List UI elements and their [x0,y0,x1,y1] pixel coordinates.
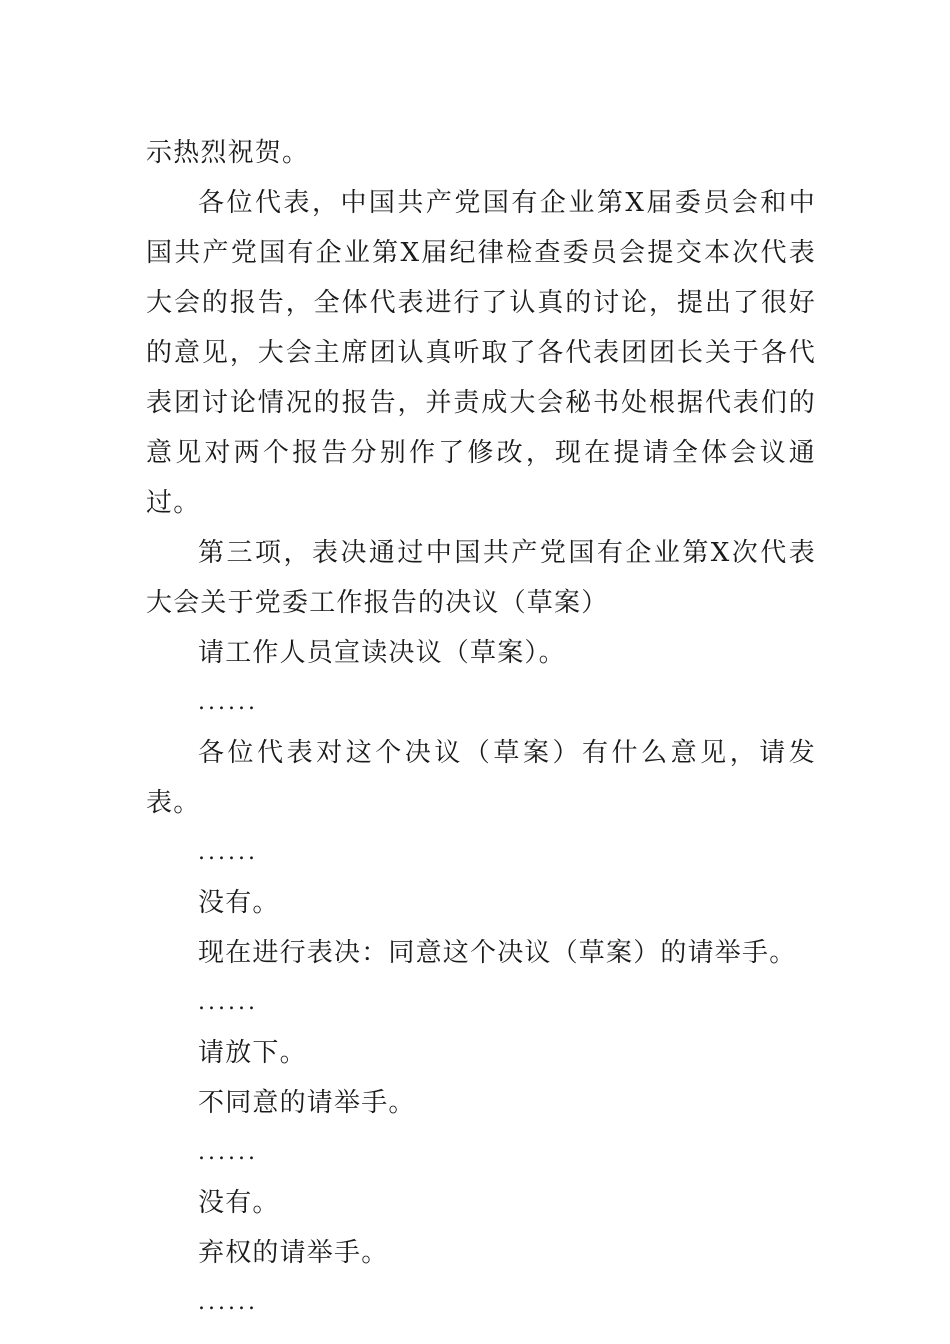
paragraph-none: 没有。 [198,1188,280,1218]
paragraph-vote-disagree: 不同意的请举手。 [198,1088,416,1118]
paragraph-vote-agree: 现在进行表决：同意这个决议（草案）的请举手。 [198,938,797,968]
paragraph-continuation: 示热烈祝贺。 [146,138,310,168]
paragraph-hands-down: 请放下。 [198,1038,307,1068]
paragraph-ellipsis: ...... [198,990,258,1015]
paragraph-report-intro: 各位代表，中国共产党国有企业第X届委员会和中国共产党国有企业第X届纪律检查委员会提交本次代表大会的报告，全体代表进行了认真的讨论，提出了很好的意见，大会主席团认真听取了各代表团团长关于各代表团讨论情况的报告，并责成大会秘书处根据代表们的意见对两个报告分别作了修改，现在提请全体会议通过。 [146,188,816,518]
paragraph-vote-abstain: 弃权的请举手。 [198,1238,389,1268]
paragraph-none: 没有。 [198,888,280,918]
paragraph-ask-opinions: 各位代表对这个决议（草案）有什么意见，请发表。 [146,738,816,818]
paragraph-ellipsis: ...... [198,690,258,715]
paragraph-ellipsis: ...... [198,1140,258,1165]
paragraph-read-resolution: 请工作人员宣读决议（草案）。 [198,638,566,668]
paragraph-ellipsis: ...... [198,840,258,865]
paragraph-ellipsis: ...... [198,1290,258,1315]
paragraph-item-three: 第三项，表决通过中国共产党国有企业第X次代表大会关于党委工作报告的决议（草案） [146,538,816,618]
document-body [146,128,816,1328]
